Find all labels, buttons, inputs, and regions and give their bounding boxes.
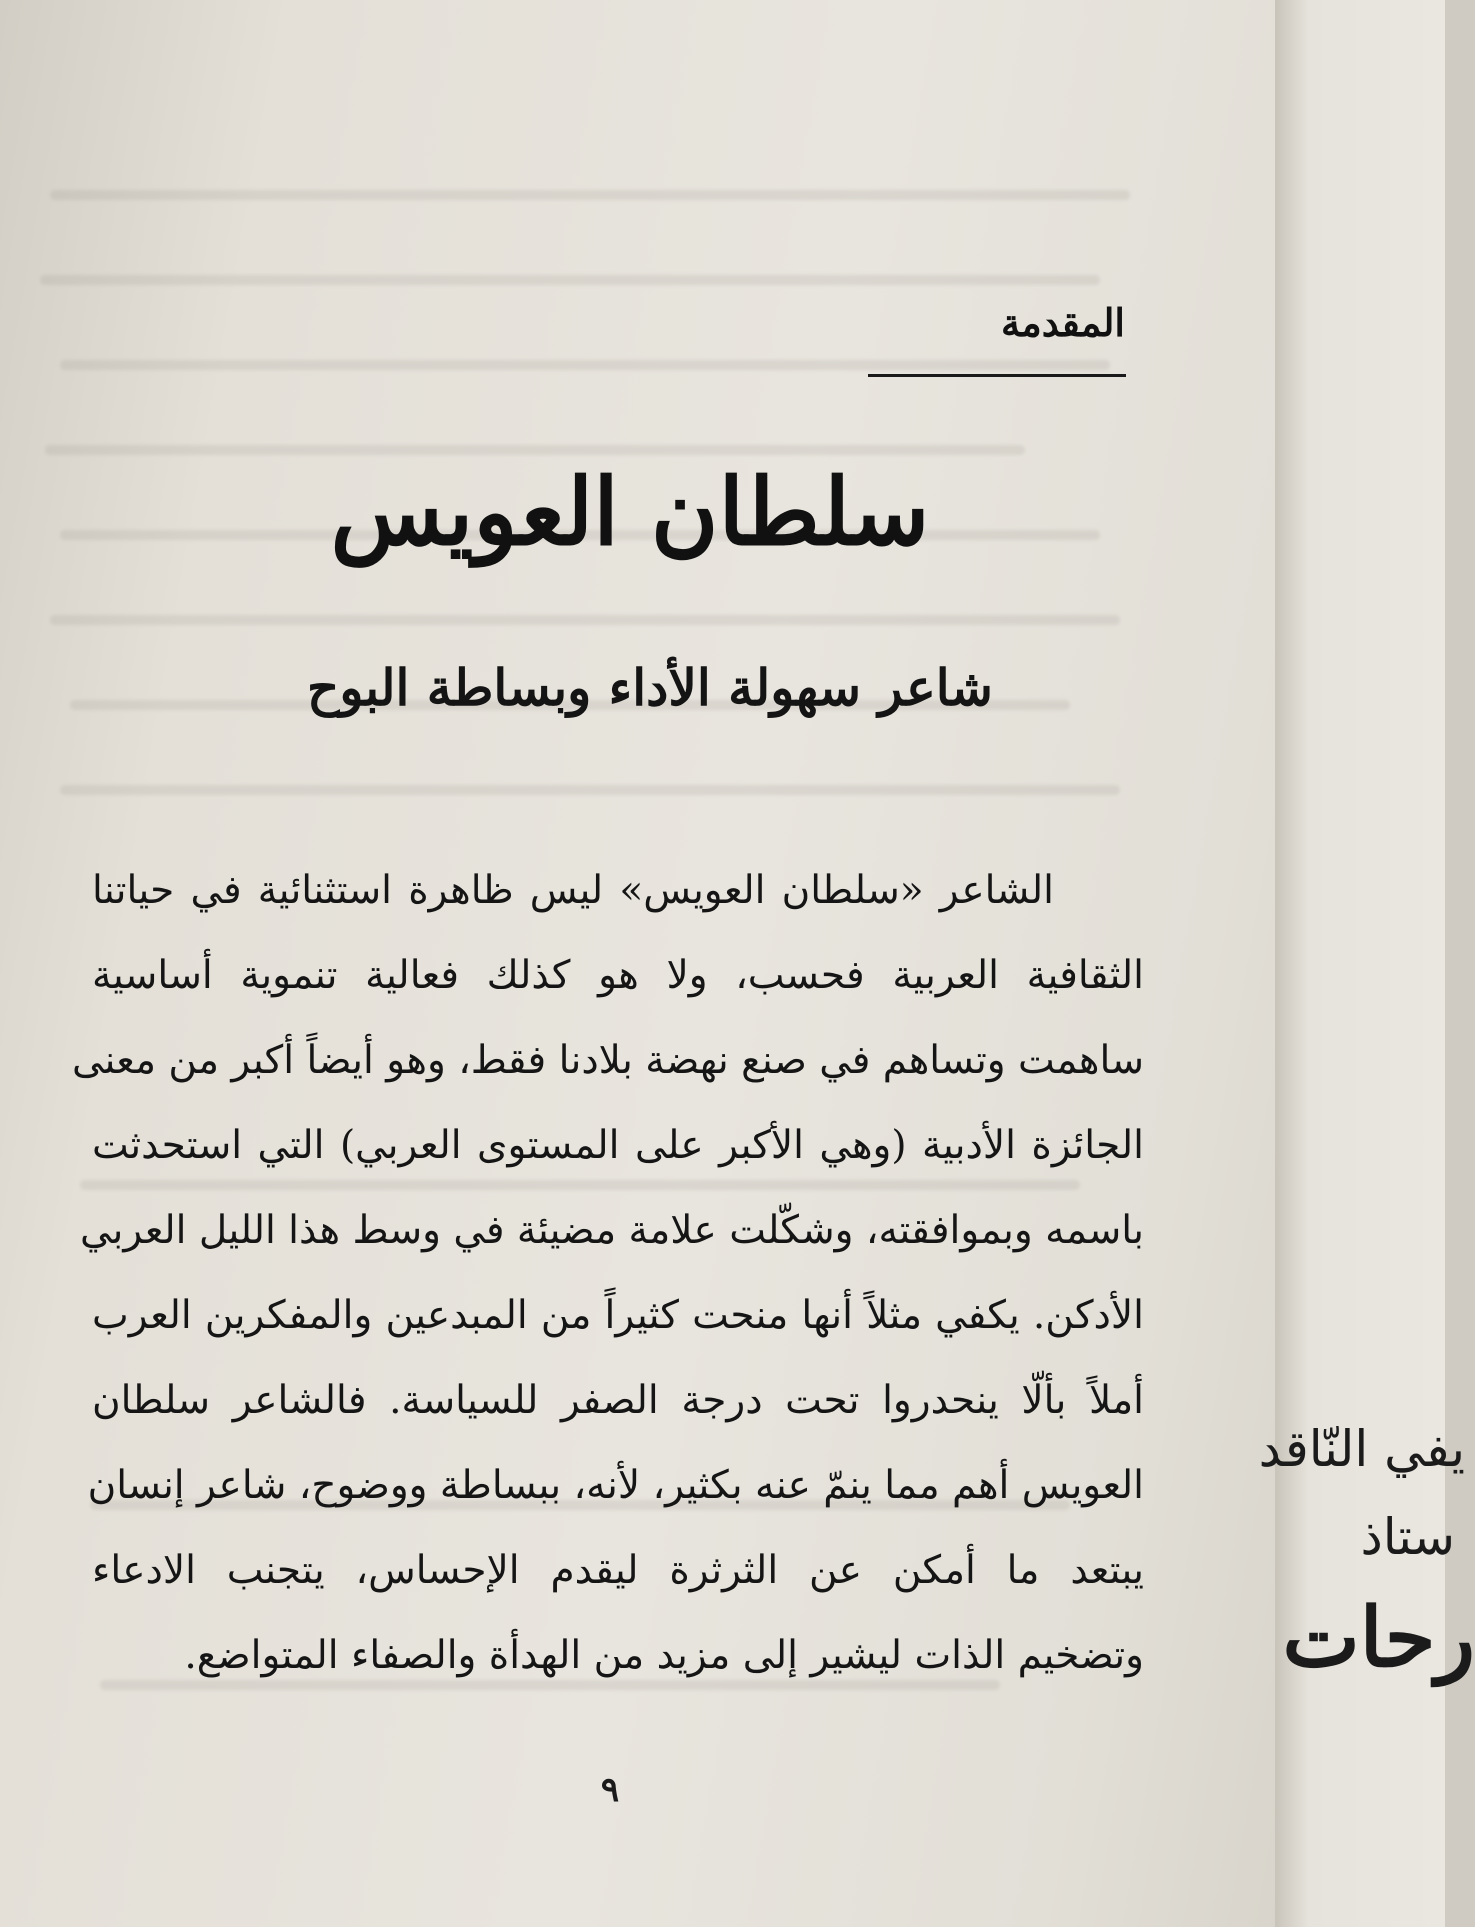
body-line: الشاعر «سلطان العويس» ليس ظاهرة استثنائية في حياتنا xyxy=(92,868,1054,913)
body-line: الأدكن. يكفي مثلاً أنها منحت كثيراً من المبدعين والمفكرين العرب xyxy=(92,1293,1144,1338)
adjacent-page-line: رحات xyxy=(1282,1590,1475,1686)
adjacent-page xyxy=(1258,0,1475,1927)
body-line: الجائزة الأدبية (وهي الأكبر على المستوى العربي) التي استحدثت xyxy=(92,1123,1144,1168)
body-line: باسمه وبموافقته، وشكّلت علامة مضيئة في وسط هذا الليل العربي xyxy=(80,1208,1144,1253)
body-line: وتضخيم الذات ليشير إلى مزيد من الهدأة والصفاء المتواضع. xyxy=(184,1633,1144,1678)
page-number: ٩ xyxy=(600,1770,620,1810)
body-line: العويس أهم مما ينمّ عنه بكثير، لأنه، ببساطة ووضوح، شاعر إنسان xyxy=(87,1463,1144,1508)
body-paragraph xyxy=(72,848,1144,1698)
chapter-subtitle: شاعر سهولة الأداء وبساطة البوح xyxy=(307,658,993,717)
body-line: ساهمت وتساهم في صنع نهضة بلادنا فقط، وهو أيضاً أكبر من معنى xyxy=(72,1038,1144,1083)
body-line: الثقافية العربية فحسب، ولا هو كذلك فعالية تنموية أساسية xyxy=(92,953,1144,998)
body-line: يبتعد ما أمكن عن الثرثرة ليقدم الإحساس، يتجنب الادعاء xyxy=(92,1548,1144,1593)
adjacent-page-line: ستاذ xyxy=(1360,1508,1455,1566)
section-heading: المقدمة xyxy=(1000,300,1125,345)
adjacent-page-line: يفي النّاقد xyxy=(1258,1420,1465,1478)
chapter-title: سلطان العويس xyxy=(330,458,930,566)
body-line: أملاً بألّا ينحدروا تحت درجة الصفر للسياسة. فالشاعر سلطان xyxy=(92,1378,1144,1423)
section-heading-underline xyxy=(868,374,1126,377)
